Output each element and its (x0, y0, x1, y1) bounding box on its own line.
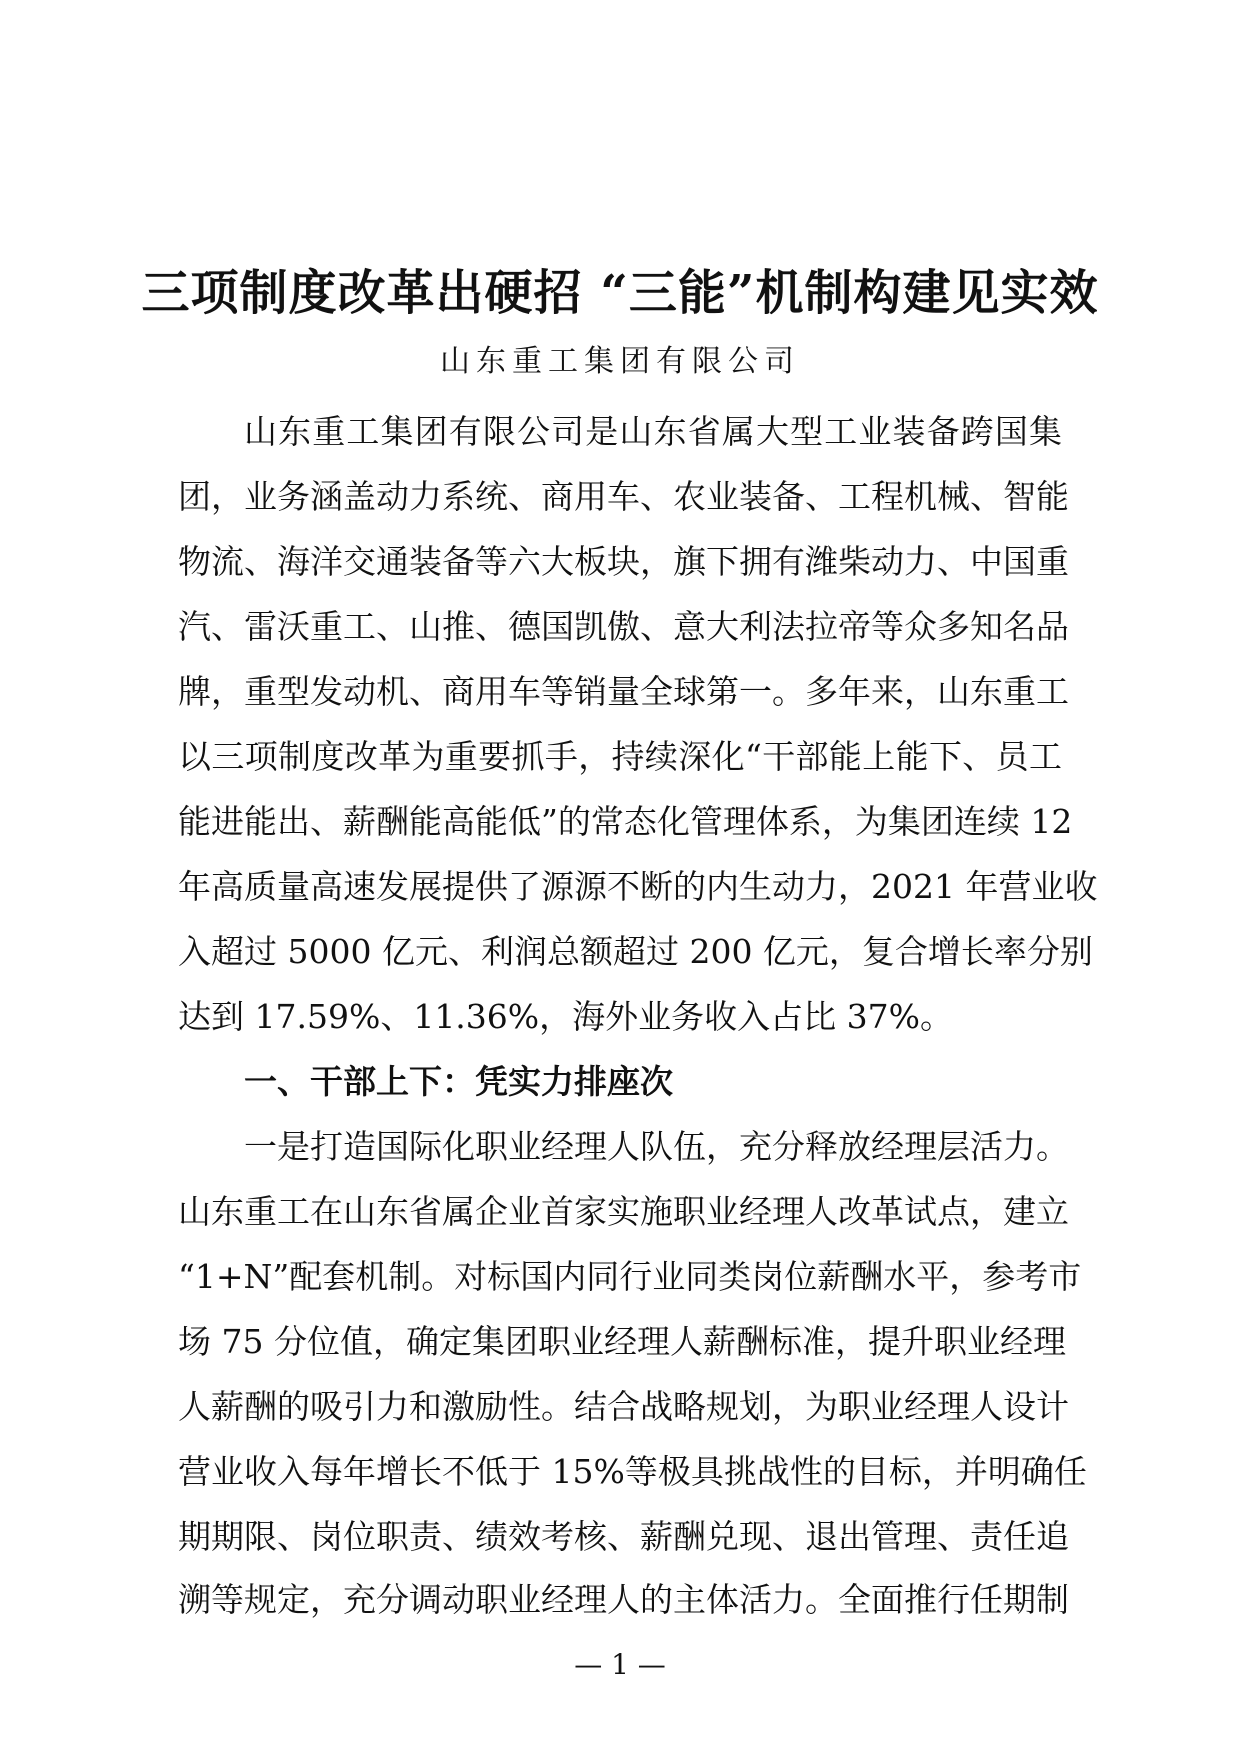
document-title: 三项制度改革出硬招 “三能”机制构建见实效 (141, 265, 1099, 321)
document-author: 山东重工集团有限公司 (440, 344, 800, 379)
paragraph-line: 期期限、岗位职责、绩效考核、薪酬兑现、退出管理、责任追 (178, 1517, 1069, 1556)
paragraph-line: 以三项制度改革为重要抓手，持续深化“干部能上能下、员工 (178, 737, 1062, 776)
paragraph-line: 山东重工在山东省属企业首家实施职业经理人改革试点，建立 (178, 1192, 1069, 1231)
paragraph-line: 团，业务涵盖动力系统、商用车、农业装备、工程机械、智能 (178, 477, 1069, 516)
paragraph-line: 一是打造国际化职业经理人队伍，充分释放经理层活力。 (244, 1127, 1069, 1166)
page-number: — 1 — (574, 1648, 666, 1681)
paragraph-line: 牌，重型发动机、商用车等销量全球第一。多年来，山东重工 (178, 672, 1069, 711)
section-heading: 一、干部上下：凭实力排座次 (244, 1062, 673, 1101)
paragraph-line: 物流、海洋交通装备等六大板块，旗下拥有潍柴动力、中国重 (178, 542, 1069, 581)
paragraph-line: 溯等规定，充分调动职业经理人的主体活力。全面推行任期制 (178, 1580, 1069, 1619)
paragraph-line: “1+N”配套机制。对标国内同行业同类岗位薪酬水平，参考市 (178, 1257, 1082, 1296)
paragraph-line: 达到 17.59%、11.36%，海外业务收入占比 37%。 (178, 997, 953, 1036)
paragraph-line: 场 75 分位值，确定集团职业经理人薪酬标准，提升职业经理 (178, 1322, 1066, 1361)
paragraph-line: 年高质量高速发展提供了源源不断的内生动力，2021 年营业收 (178, 867, 1098, 906)
paragraph-line: 人薪酬的吸引力和激励性。结合战略规划，为职业经理人设计 (178, 1387, 1069, 1426)
paragraph-line: 入超过 5000 亿元、利润总额超过 200 亿元，复合增长率分别 (178, 932, 1093, 971)
paragraph-line: 山东重工集团有限公司是山东省属大型工业装备跨国集 (244, 412, 1062, 451)
paragraph-line: 汽、雷沃重工、山推、德国凯傲、意大利法拉帝等众多知名品 (178, 607, 1069, 646)
paragraph-line: 营业收入每年增长不低于 15%等极具挑战性的目标，并明确任 (178, 1452, 1087, 1491)
paragraph-line: 能进能出、薪酬能高能低”的常态化管理体系，为集团连续 12 (178, 802, 1073, 841)
